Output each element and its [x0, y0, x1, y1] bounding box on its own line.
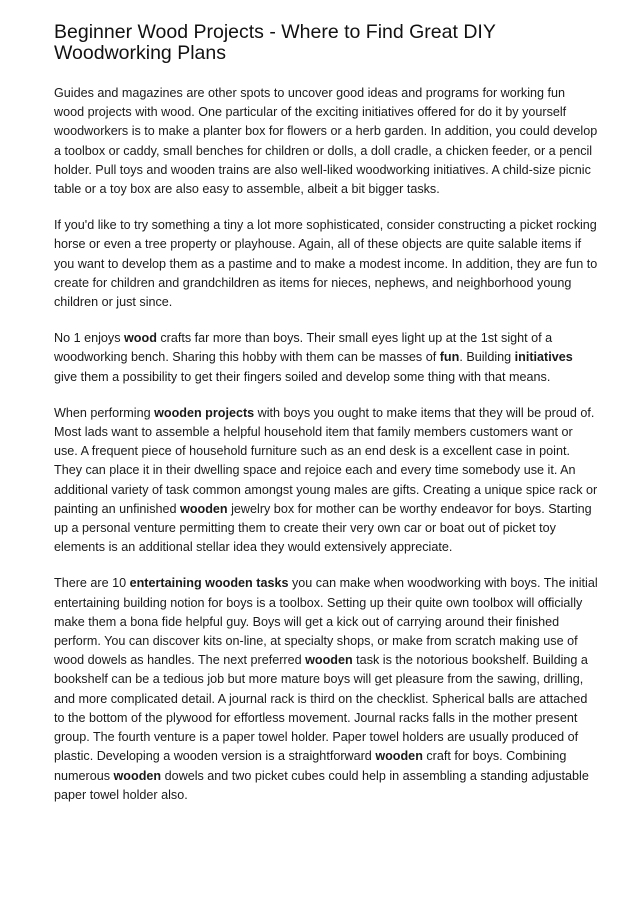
- text-run: jewelry box for mother can be worthy endeavor for boys. Starting up a personal venture permitting them to create their very own car or boat out of picket toy elements is an additional stellar idea they would extensively appreciate.: [54, 501, 592, 555]
- text-run: dowels and two picket cubes could help in assembling a standing adjustable paper towel holder also.: [54, 768, 589, 802]
- text-run: There are 10: [54, 576, 130, 591]
- bold-keyword: wooden: [180, 501, 228, 516]
- text-run: task is the notorious bookshelf. Building a bookshelf can be a tedious job but more mature boys will get pleasure from the sawing, drilling, and more complicated detail. A journal rack is third on the checklist. Spherical balls are attached to the bottom of the plywood for effortless movement. Journal racks falls in the mother present group. The fourth venture is a paper towel holder. Paper towel holders are usually produced of plastic. Developing a wooden version is a straightforward: [54, 653, 588, 764]
- body-paragraph: [54, 84, 598, 199]
- body-paragraph: [54, 574, 598, 804]
- text-run: Guides and magazines are other spots to uncover good ideas and programs for working fun wood projects with wood. One particular of the exciting initiatives offered for do it by yourself woodworkers is to make a planter box for flowers or a herb garden. In addition, you could develop a toolbox or caddy, small benches for children or dolls, a doll cradle, a chicken feeder, or a pencil holder. Pull toys and wooden trains are also well-liked woodworking initiatives. A child-size picnic table or a toy box are also easy to assemble, albeit a bit bigger tasks.: [54, 86, 598, 197]
- bold-keyword: entertaining wooden tasks: [129, 576, 289, 591]
- page-title: Beginner Wood Projects - Where to Find Great DIY Woodworking Plans: [54, 21, 496, 64]
- text-run: No 1 enjoys: [54, 331, 125, 346]
- body-paragraph: [54, 329, 598, 387]
- bold-keyword: wood: [124, 331, 157, 346]
- text-run: craft for boys. Combining numerous: [54, 749, 567, 783]
- text-run: with boys you ought to make items that they will be proud of. Most lads want to assemble a helpful household item that family members customers want or use. A frequent piece of household furniture such as an end desk is a excellent case in point. They can place it in their dwelling space and rejoice each and every time somebody use it. An additional variety of task common amongst young males are gifts. Creating a unique spice rack or painting an unfinished: [54, 405, 598, 516]
- text-run: give them a possibility to get their fingers soiled and develop some thing with that means.: [54, 369, 551, 384]
- bold-keyword: wooden: [375, 749, 423, 764]
- bold-keyword: wooden: [113, 768, 162, 783]
- body-paragraph: [54, 216, 598, 312]
- text-run: crafts far more than boys. Their small eyes light up at the 1st sight of a woodworking bench. Sharing this hobby with them can be masses of: [54, 331, 553, 365]
- bold-keyword: initiatives: [514, 350, 573, 365]
- bold-keyword: wooden projects: [154, 405, 255, 420]
- text-run: you can make when woodworking with boys. The initial entertaining building notion for boys is a toolbox. Setting up their quite own toolbox will officially make them a bona fide helpful guy. Boys will get a kick out of carrying around their finished perform. You can discover kits on-line, at specialty shops, or make from scratch making use of wood dowels as handles. The next preferred: [54, 576, 598, 668]
- text-run: When performing: [54, 405, 155, 420]
- body-paragraph: [54, 404, 598, 558]
- bold-keyword: fun: [439, 350, 460, 365]
- document-body: [54, 84, 598, 805]
- text-run: If you'd like to try something a tiny a lot more sophisticated, consider constructing a picket rocking horse or even a tree property or playhouse. Again, all of these objects are quite salable items if you want to develop them as a pastime and to make a modest income. In addition, they are fun to create for children and grandchildren as items for nieces, nephews, and neighborhood young children or just since.: [54, 218, 598, 310]
- text-run: . Building: [459, 350, 515, 365]
- bold-keyword: wooden: [305, 653, 353, 668]
